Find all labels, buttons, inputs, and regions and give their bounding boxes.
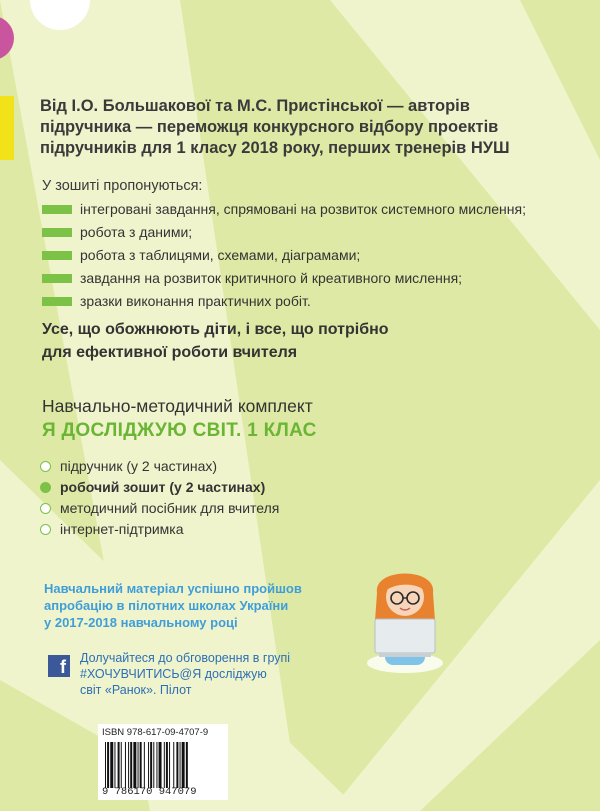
slogan — [42, 318, 389, 364]
barcode-bar — [176, 742, 178, 788]
green-bar-icon — [42, 228, 72, 237]
barcode-bar — [156, 742, 157, 788]
barcode-bar — [144, 742, 145, 788]
circle-bullet-icon — [40, 461, 51, 472]
barcode-bar — [118, 742, 120, 788]
kit-title: Навчально-методичний комплект — [42, 396, 313, 416]
girl-with-laptop-illustration — [355, 555, 455, 680]
feature-item: зразки виконання практичних робіт. — [42, 290, 526, 313]
feature-item: робота з даними; — [42, 221, 526, 244]
green-bar-icon — [42, 205, 72, 214]
circle-bullet-icon — [40, 482, 51, 493]
barcode-bar — [110, 742, 113, 788]
barcode-bar — [148, 742, 149, 788]
barcode-bar — [164, 742, 165, 788]
barcode-bar — [114, 742, 115, 788]
barcode-bar — [186, 742, 188, 788]
barcode-bar — [107, 742, 109, 788]
barcode-icon — [104, 742, 222, 788]
kit-series-title: Я ДОСЛІДЖУЮ СВІТ. 1 КЛАС — [42, 420, 317, 441]
kit-item: методичний посібник для вчителя — [38, 498, 279, 519]
ean-digits: 9 786170 947079 — [102, 786, 197, 798]
barcode-bar — [169, 742, 170, 788]
green-bar-icon — [42, 297, 72, 306]
feature-item: завдання на розвиток критичного й креативного мислення; — [42, 267, 526, 290]
barcode-bar — [138, 742, 139, 788]
social-group-text — [80, 650, 290, 698]
barcode-bar — [128, 742, 129, 788]
kit-item: робочий зошит (у 2 частинах) — [38, 477, 279, 498]
authors-line: підручників для 1 класу 2018 року, перших тренерів НУШ — [40, 139, 510, 157]
approbation-line: у 2017-2018 навчальному році — [44, 615, 238, 630]
authors-heading — [40, 96, 580, 159]
isbn-label: ISBN 978-617-09-4707-9 — [102, 727, 209, 738]
kit-item: підручник (у 2 частинах) — [38, 456, 279, 477]
social-line: світ «Ранок». Пілот — [80, 683, 192, 697]
feature-item: інтегровані завдання, спрямовані на розвиток системного мислення; — [42, 198, 526, 221]
features-list — [42, 198, 526, 313]
barcode-bar — [140, 742, 142, 788]
social-line: Долучайтеся до обговорення в групі — [80, 651, 291, 665]
barcode-bar — [133, 742, 136, 788]
barcode-bar — [125, 742, 126, 788]
barcode-bar — [121, 742, 122, 788]
facebook-icon[interactable]: f — [48, 655, 70, 677]
barcode-block — [98, 724, 228, 800]
approbation-line: апробацію в пілотних школах України — [44, 598, 289, 613]
feature-item: робота з таблицями, схемами, діаграмами; — [42, 244, 526, 267]
social-hashtag-link[interactable]: #ХОЧУВЧИТИСЬ@Я досліджую — [80, 667, 267, 681]
yellow-tab-decoration — [0, 96, 14, 160]
authors-line: Від І.О. Большакової та М.С. Пристінської — авторів — [40, 97, 470, 115]
approbation-note — [44, 580, 302, 631]
barcode-bar — [150, 742, 152, 788]
barcode-bar — [180, 742, 181, 788]
barcode-bar — [105, 742, 106, 788]
barcode-bar — [159, 742, 162, 788]
features-intro: У зошиті пропонуються: — [42, 178, 203, 194]
authors-line: підручника — переможця конкурсного відбору проектів — [40, 118, 499, 136]
barcode-bar — [182, 742, 185, 788]
barcode-bar — [153, 742, 154, 788]
barcode-bar — [173, 742, 174, 788]
barcode-bar — [130, 742, 132, 788]
green-bar-icon — [42, 251, 72, 260]
slogan-line: для ефективної роботи вчителя — [42, 344, 298, 361]
green-bar-icon — [42, 274, 72, 283]
slogan-line: Усе, що обожнюють діти, і все, що потрібно — [42, 321, 389, 338]
kit-item: інтернет-підтримка — [38, 519, 279, 540]
circle-bullet-icon — [40, 524, 51, 535]
barcode-bar — [166, 742, 168, 788]
kit-items-list — [38, 456, 279, 540]
circle-bullet-icon — [40, 503, 51, 514]
approbation-line: Навчальний матеріал успішно пройшов — [44, 581, 302, 596]
